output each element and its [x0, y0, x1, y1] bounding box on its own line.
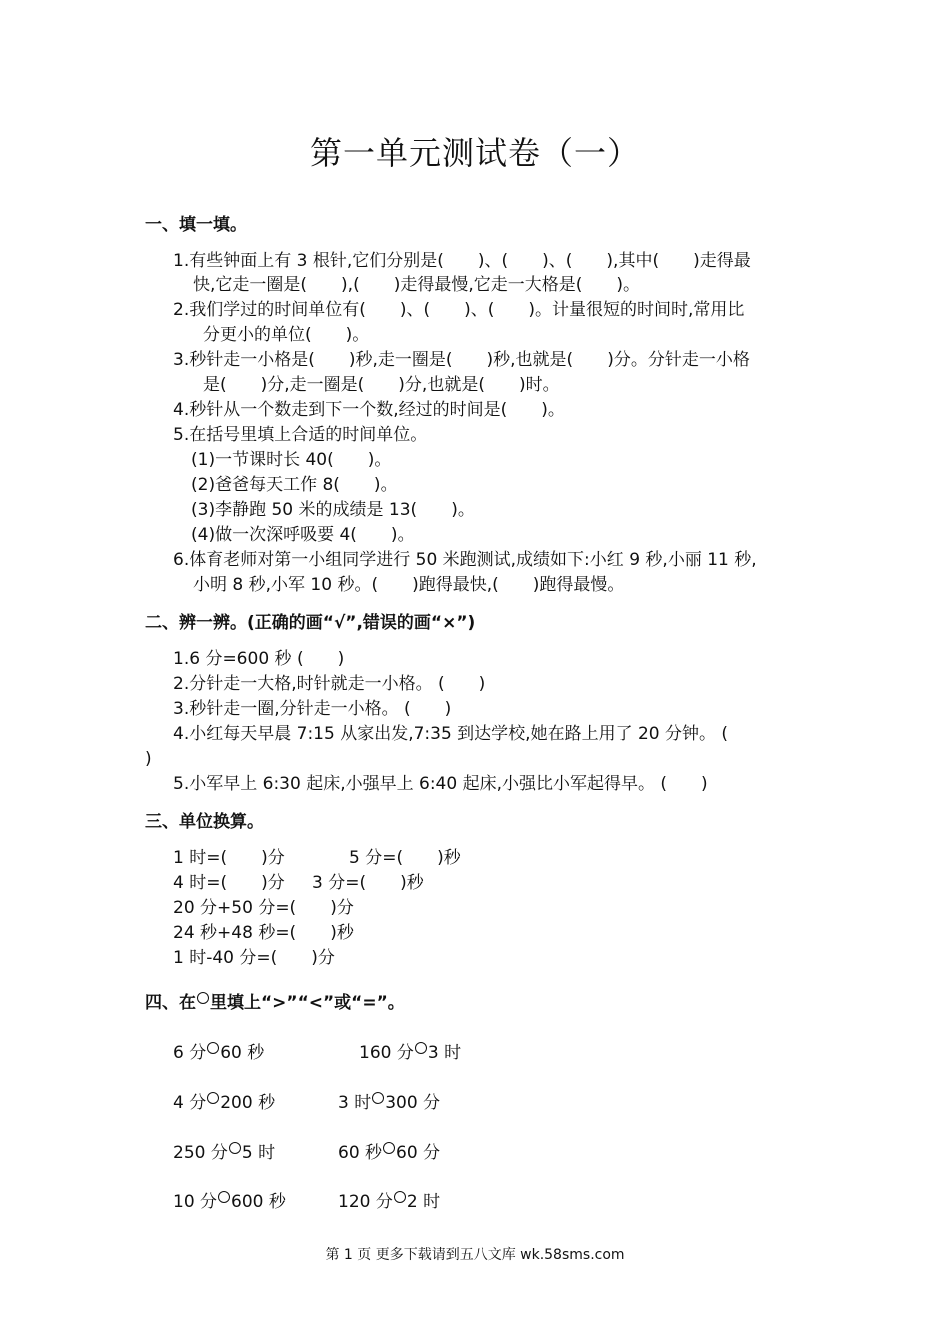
s3-item-7: 1 时-40 分=( )分: [173, 948, 335, 968]
answer-circle[interactable]: [218, 1191, 230, 1203]
s2-line-3: 3.秒针走一圈,分针走一小格。 ( ): [173, 699, 452, 719]
s1-line-10: (2)爸爸每天工作 8( )。: [191, 475, 398, 495]
answer-circle[interactable]: [383, 1142, 395, 1154]
s4-compare-8: 120 分 2 时: [338, 1192, 441, 1212]
s1-line-6: 是( )分,走一圈是( )分,也就是( )时。: [203, 375, 560, 395]
answer-circle[interactable]: [372, 1092, 384, 1104]
s1-line-8: 5.在括号里填上合适的时间单位。: [173, 425, 428, 445]
answer-circle[interactable]: [415, 1042, 427, 1054]
s4-compare-4: 3 时 300 分: [338, 1093, 441, 1113]
s1-line-3: 2.我们学过的时间单位有( )、( )、( )。计量很短的时间时,常用比: [173, 300, 745, 320]
s1-line-12: (4)做一次深呼吸要 4( )。: [191, 525, 415, 545]
answer-circle[interactable]: [207, 1092, 219, 1104]
section-4-heading: [145, 991, 405, 1015]
s3-item-4: 3 分=( )秒: [312, 873, 424, 893]
s4-compare-1: 6 分 60 秒: [173, 1043, 265, 1063]
s1-line-2: 快,它走一圈是( ),( )走得最慢,它走一大格是( )。: [193, 275, 641, 295]
section-1-heading: 一、填一填。: [145, 215, 247, 235]
s3-item-5: 20 分+50 分=( )分: [173, 898, 354, 918]
s1-line-13: 6.体育老师对第一小组同学进行 50 米跑测试,成绩如下:小红 9 秒,小丽 11 秒,: [173, 550, 757, 570]
s2-line-4: 4.小红每天早晨 7:15 从家出发,7:35 到达学校,她在路上用了 20 分钟。 (: [173, 724, 729, 744]
s1-line-11: (3)李静跑 50 米的成绩是 13( )。: [191, 500, 475, 520]
section-3-heading: 三、单位换算。: [145, 812, 264, 832]
section-2-heading: 二、辨一辨。(正确的画“√”,错误的画“×”): [145, 613, 476, 633]
s4-heading-pre: 四、在: [145, 993, 196, 1013]
s4-compare-3: 4 分 200 秒: [173, 1093, 276, 1113]
s3-item-6: 24 秒+48 秒=( )秒: [173, 923, 354, 943]
s3-item-2: 5 分=( )秒: [349, 848, 461, 868]
answer-circle[interactable]: [207, 1042, 219, 1054]
s3-item-3: 4 时=( )分: [173, 873, 285, 893]
s1-line-1: 1.有些钟面上有 3 根针,它们分别是( )、( )、( ),其中( )走得最: [173, 251, 751, 271]
s1-line-14: 小明 8 秒,小军 10 秒。( )跑得最快,( )跑得最慢。: [193, 575, 625, 595]
s3-item-1: 1 时=( )分: [173, 848, 285, 868]
answer-circle[interactable]: [394, 1191, 406, 1203]
s2-line-2: 2.分针走一大格,时针就走一小格。 ( ): [173, 674, 486, 694]
s4-compare-6: 60 秒 60 分: [338, 1143, 441, 1163]
s4-compare-2: 160 分 3 时: [359, 1043, 462, 1063]
page-footer: 第 1 页 更多下载请到五八文库 wk.58sms.com: [325, 1247, 625, 1263]
circle-icon: [197, 992, 209, 1004]
s1-line-9: (1)一节课时长 40( )。: [191, 450, 392, 470]
s1-line-4: 分更小的单位( )。: [203, 325, 370, 345]
s1-line-7: 4.秒针从一个数走到下一个数,经过的时间是( )。: [173, 400, 565, 420]
s2-line-5: 5.小军早上 6:30 起床,小强早上 6:40 起床,小强比小军起得早。 ( ): [173, 774, 708, 794]
s4-compare-5: 250 分 5 时: [173, 1143, 276, 1163]
page-title: 第一单元测试卷（一）: [309, 134, 640, 172]
s2-line-4-wrap: ): [145, 749, 152, 769]
s4-heading-post: 里填上“>”“<”或“=”。: [210, 993, 405, 1013]
s1-line-5: 3.秒针走一小格是( )秒,走一圈是( )秒,也就是( )分。分针走一小格: [173, 350, 750, 370]
answer-circle[interactable]: [229, 1142, 241, 1154]
s4-compare-7: 10 分 600 秒: [173, 1192, 286, 1212]
s2-line-1: 1.6 分=600 秒 ( ): [173, 649, 345, 669]
